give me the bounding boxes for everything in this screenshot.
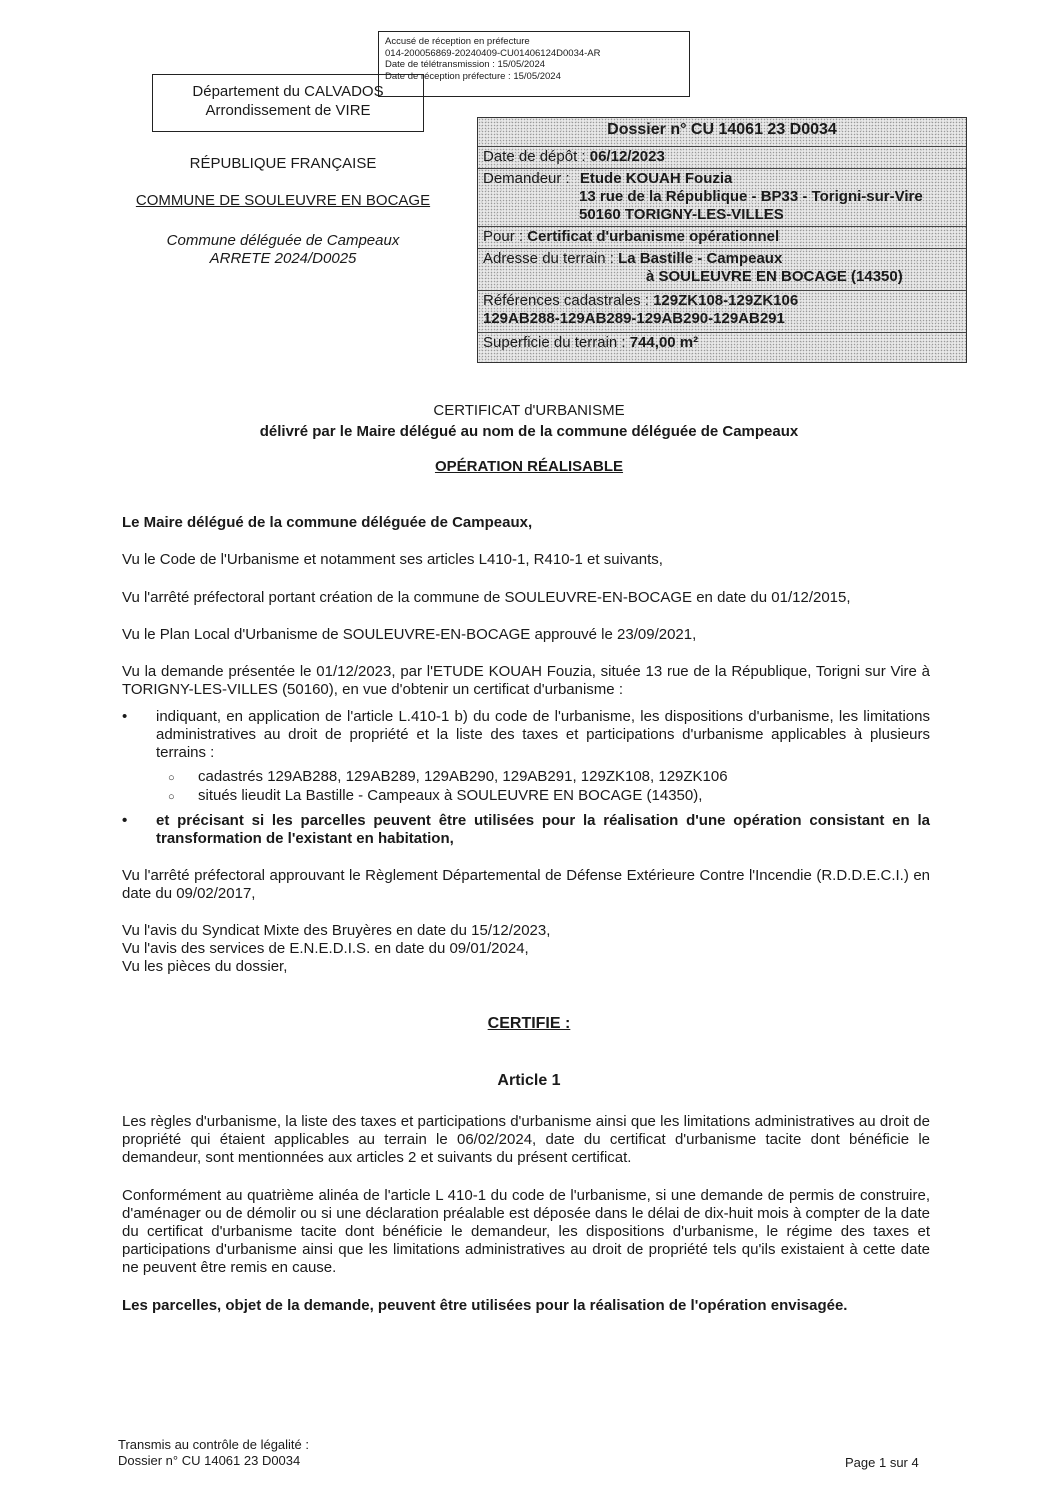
dossier-number: Dossier n° CU 14061 23 D0034 (478, 118, 966, 147)
department-name: Département du CALVADOS (192, 83, 384, 100)
references-value-2: 129AB288-129AB289-129AB290-129AB291 (483, 310, 785, 327)
vu-demande: Vu la demande présentée le 01/12/2023, par l'ETUDE KOUAH Fouzia, située 13 rue de la République, Torigni sur Vire à TORIGNY-LES-VILLES (50160), en vue d'obtenir un certificat d'urbanisme : (122, 663, 930, 698)
footer-transmis: Transmis au contrôle de légalité : (118, 1437, 310, 1452)
vu-rddeci: Vu l'arrêté préfectoral approuvant le Règlement Départemental de Défense Extérieure Contre l'Incendie (R.D.D.E.C.I.) en date du 09/02/2017, (122, 867, 930, 902)
stamp-line: Accusé de réception en préfecture (385, 36, 530, 47)
dossier-adresse-row (478, 249, 966, 291)
demandeur-label: Demandeur : (483, 170, 574, 187)
vu-arrete-creation: Vu l'arrêté préfectoral portant création de la commune de SOULEUVRE-EN-BOCAGE en date du 01/12/2015, (122, 589, 851, 606)
vu-enedis: Vu l'avis des services de E.N.E.D.I.S. en date du 09/01/2024, (122, 940, 529, 957)
demandeur-address-2: 50160 TORIGNY-LES-VILLES (579, 206, 784, 223)
sub-text: cadastrés 129AB288, 129AB289, 129AB290, 129AB291, 129ZK108, 129ZK106 (198, 768, 728, 785)
bullet-precisant (122, 812, 930, 848)
footer-page-number: Page 1 sur 4 (845, 1455, 919, 1470)
dossier-depot-row (478, 147, 966, 169)
dossier-demandeur-row (478, 169, 966, 227)
certificat-title: CERTIFICAT d'URBANISME (433, 402, 625, 419)
sub-item-lieudit (168, 787, 868, 806)
stamp-line: 014-200056869-20240409-CU01406124D0034-AR (385, 47, 601, 59)
footer-dossier: Dossier n° CU 14061 23 D0034 (118, 1453, 301, 1468)
stamp-line: Date de réception préfecture : 15/05/2024 (385, 70, 561, 82)
adresse-value-2: à SOULEUVRE EN BOCAGE (14350) (646, 268, 903, 285)
commune-deleguee (118, 232, 448, 268)
reception-stamp (378, 31, 690, 97)
dossier-table (477, 117, 967, 363)
vu-syndicat: Vu l'avis du Syndicat Mixte des Bruyères en date du 15/12/2023, (122, 922, 551, 939)
sub-item-cadastres (168, 768, 868, 787)
maire-line: Le Maire délégué de la commune déléguée de Campeaux, (122, 514, 533, 531)
article-1-title: Article 1 (497, 1072, 561, 1089)
dossier-references-row (478, 291, 966, 333)
references-label: Références cadastrales : (483, 292, 654, 309)
stamp-line: Date de télétransmission : 15/05/2024 (385, 59, 546, 70)
dossier-superficie-row (478, 333, 966, 355)
depot-label: Date de dépôt : (483, 148, 590, 165)
pour-label: Pour : (483, 228, 528, 245)
demandeur-address-1: 13 rue de la République - BP33 - Torigni-sur-Vire (579, 188, 923, 205)
adresse-label: Adresse du terrain : (483, 250, 619, 267)
commune-deleguee-name: Commune déléguée de Campeaux (166, 232, 400, 249)
commune-heading: COMMUNE DE SOULEUVRE EN BOCAGE (135, 192, 431, 209)
bullet-text: indiquant, en application de l'article L.410-1 b) du code de l'urbanisme, les dispositions d'urbanisme, les limitations administratives au droit de propriété et la liste des taxes et participations d'urbanisme applicables à plusieurs terrains : (156, 708, 930, 761)
arrondissement: Arrondissement de VIRE (205, 102, 371, 119)
dossier-pour-row (478, 227, 966, 249)
adresse-value-1: La Bastille - Campeaux (618, 250, 783, 267)
article-1-paragraph-3: Les parcelles, objet de la demande, peuvent être utilisées pour la réalisation de l'opération envisagée. (122, 1297, 848, 1314)
pour-value: Certificat d'urbanisme opérationnel (527, 228, 780, 245)
certifie-heading: CERTIFIE : (487, 1015, 571, 1032)
article-1-paragraph-1: Les règles d'urbanisme, la liste des taxes et participations d'urbanisme ainsi que les limitations administratives au droit de propriété qui étaient applicables au terrain le 06/02/2024, date du certificat d'urbanisme tacite dont bénéficie le demandeur, sont mentionnées aux articles 2 et suivants du présent certificat. (122, 1113, 930, 1166)
references-value-1: 129ZK108-129ZK106 (653, 292, 799, 309)
article-1-paragraph-2: Conformément au quatrième alinéa de l'article L 410-1 du code de l'urbanisme, si une demande de permis de construire, d'aménager ou de démolir ou si une déclaration préalable est déposée dans le délai de dix-huit mois à compter de la date du certificat d'urbanisme tacite dont bénéficie le demandeur, les dispositions d'urbanisme, le régime des taxes et participations d'urbanisme ainsi que les limitations administratives au droit de propriété tels qu'ils existaient à cette date ne peuvent être remis en cause. (122, 1187, 930, 1276)
sub-mark: ○ (168, 791, 175, 803)
bullet-text: et précisant si les parcelles peuvent être utilisées pour la réalisation d'une opération consistant en la transformation de l'existant en habitation, (156, 812, 930, 847)
certificat-subtitle: délivré par le Maire délégué au nom de la commune déléguée de Campeaux (259, 423, 799, 440)
operation-status: OPÉRATION RÉALISABLE (434, 458, 624, 475)
superficie-value: 744,00 m² (629, 334, 699, 351)
sub-text: situés lieudit La Bastille - Campeaux à SOULEUVRE EN BOCAGE (14350), (198, 787, 703, 804)
department-box (152, 74, 424, 132)
vu-code-urbanisme: Vu le Code de l'Urbanisme et notamment ses articles L410-1, R410-1 et suivants, (122, 551, 663, 568)
sub-mark: ○ (168, 772, 175, 784)
depot-value: 06/12/2023 (589, 148, 665, 165)
demandeur-name: Etude KOUAH Fouzia (579, 170, 733, 187)
superficie-label: Superficie du terrain : (483, 334, 630, 351)
republique-heading: RÉPUBLIQUE FRANÇAISE (189, 155, 377, 172)
bullet-mark: • (122, 812, 128, 829)
bullet-indiquant (122, 708, 930, 762)
vu-plu: Vu le Plan Local d'Urbanisme de SOULEUVRE-EN-BOCAGE approuvé le 23/09/2021, (122, 626, 697, 643)
vu-pieces: Vu les pièces du dossier, (122, 958, 288, 975)
bullet-mark: • (122, 708, 128, 725)
arrete-number: ARRETE 2024/D0025 (209, 250, 357, 267)
